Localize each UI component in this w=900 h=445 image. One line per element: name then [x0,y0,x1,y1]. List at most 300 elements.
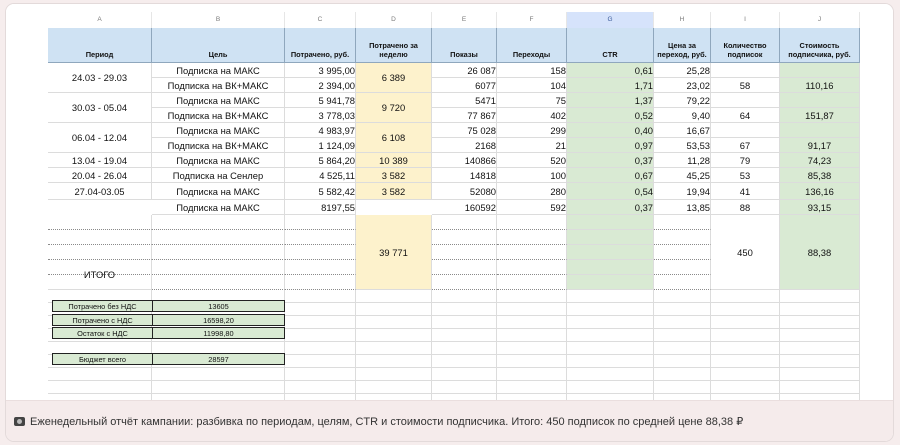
cell-text: 88,38 [807,247,832,258]
empty-cell[interactable] [711,329,780,342]
empty-cell[interactable] [654,342,711,355]
subscriber-cost-cell[interactable] [780,200,860,215]
empty-cell[interactable] [780,342,860,355]
cell-text: 45,25 [686,170,710,181]
target-cell[interactable] [152,138,285,153]
cell-text: 41 [739,186,751,197]
subscriber-cost-cell[interactable] [780,108,860,123]
cell-text: Подписка на ВК+МАКС [167,110,269,121]
cell-text: 2168 [475,140,496,151]
subscriptions-cell[interactable] [711,153,780,168]
cell-text: 280 [550,186,566,197]
empty-cell[interactable] [567,230,654,245]
cell-text: 74,23 [807,155,832,166]
cell-text: 0,67 [634,170,653,181]
empty-cell[interactable] [567,368,654,381]
period-cell[interactable] [48,168,152,183]
empty-cell[interactable] [497,260,567,275]
cell-text: 1,71 [634,80,653,91]
empty-cell[interactable] [497,215,567,230]
cell-text: 11,28 [687,155,710,166]
cell-text: 77 867 [467,110,496,121]
cell-text: 64 [739,110,751,121]
empty-cell[interactable] [48,215,152,230]
empty-cell[interactable] [780,303,860,316]
empty-cell[interactable] [780,381,860,394]
empty-cell[interactable] [567,316,654,329]
cell-text: 20.04 - 26.04 [71,170,128,181]
cell-text: 160592 [464,202,496,213]
empty-cell[interactable] [285,215,356,230]
cpc-cell[interactable] [654,138,711,153]
cell-text: 53 [739,170,751,181]
empty-cell[interactable] [152,275,285,290]
ctr-cell[interactable] [567,183,654,200]
cell-text: 75 [555,95,566,106]
cell-text: 27.04-03.05 [74,186,125,197]
summary-value[interactable]: 28597 [152,353,285,365]
empty-cell[interactable] [654,316,711,329]
subscriptions-cell[interactable] [711,108,780,123]
ctr-cell[interactable] [567,123,654,138]
cell-text: Подписка на Сенлер [172,170,264,181]
empty-cell[interactable] [285,230,356,245]
impressions-cell[interactable] [432,108,497,123]
subscriptions-cell[interactable] [711,138,780,153]
subscriber-cost-cell[interactable] [780,78,860,93]
empty-cell[interactable] [285,290,356,303]
header-subscriptions: Количество подписок [711,28,780,63]
empty-cell[interactable] [780,355,860,368]
cpc-cell[interactable] [654,123,711,138]
empty-cell[interactable] [356,316,432,329]
cell-text: 3 995,00 [318,65,355,76]
cell-text: 88 [739,202,751,213]
empty-cell[interactable] [567,303,654,316]
column-header-f[interactable]: F [497,12,567,28]
period-cell[interactable] [48,123,152,153]
ctr-cell[interactable] [567,138,654,153]
total-subscriber-cost-cell[interactable] [780,215,860,290]
summary-label[interactable]: Потрачено с НДС [52,314,153,326]
cell-text: 0,40 [634,125,653,136]
empty-cell[interactable] [48,381,152,394]
cell-text: 1,37 [634,95,653,106]
cell-text: 5 864,20 [318,155,355,166]
column-header-g[interactable]: G [567,12,654,28]
empty-cell[interactable] [711,368,780,381]
impressions-cell[interactable] [432,123,497,138]
empty-cell[interactable] [48,245,152,260]
cell-text: 402 [550,110,566,121]
cell-text: 53,53 [686,140,710,151]
empty-cell[interactable] [285,355,356,368]
weekly-spent-cell[interactable] [356,63,432,93]
clicks-cell[interactable] [497,168,567,183]
subscriber-cost-cell[interactable] [780,138,860,153]
cell-text: 25,28 [686,65,710,76]
empty-cell[interactable] [432,260,497,275]
spent-cell[interactable] [285,168,356,183]
cpc-cell[interactable] [654,183,711,200]
subscriber-cost-cell[interactable] [780,183,860,200]
clicks-cell[interactable] [497,93,567,108]
cell-text: 6077 [475,80,496,91]
cell-text: 13,85 [686,202,710,213]
empty-cell[interactable] [356,355,432,368]
cell-text: Подписка на ВК+МАКС [167,80,269,91]
empty-cell[interactable] [497,290,567,303]
ctr-cell[interactable] [567,78,654,93]
empty-cell[interactable] [285,260,356,275]
subscriber-cost-cell[interactable] [780,153,860,168]
empty-cell[interactable] [654,260,711,275]
spreadsheet [6,4,894,400]
clicks-cell[interactable] [497,78,567,93]
cell-text: 23,02 [686,80,710,91]
header-ctr: CTR [567,28,654,63]
column-header-b[interactable]: B [152,12,285,28]
clicks-cell[interactable] [497,183,567,200]
cpc-cell[interactable] [654,63,711,78]
impressions-cell[interactable] [432,153,497,168]
empty-cell[interactable] [152,260,285,275]
empty-cell[interactable] [432,290,497,303]
empty-cell[interactable] [497,316,567,329]
empty-cell[interactable] [432,316,497,329]
cpc-cell[interactable] [654,153,711,168]
column-header-d[interactable]: D [356,12,432,28]
target-cell[interactable] [152,93,285,108]
spent-cell[interactable] [285,183,356,200]
period-cell[interactable] [48,63,152,93]
empty-cell[interactable] [356,381,432,394]
empty-cell[interactable] [497,355,567,368]
cell-text: 0,61 [634,65,653,76]
empty-cell[interactable] [285,342,356,355]
empty-cell[interactable] [285,381,356,394]
target-cell[interactable] [152,153,285,168]
spent-cell[interactable] [285,123,356,138]
weekly-spent-cell[interactable] [356,153,432,168]
spent-cell[interactable] [285,63,356,78]
cell-text: 06.04 - 12.04 [71,132,128,143]
impressions-cell[interactable] [432,183,497,200]
empty-cell[interactable] [432,215,497,230]
empty-cell[interactable] [497,381,567,394]
empty-cell[interactable] [711,303,780,316]
cell-text: Подписка на МАКС [176,95,260,106]
total-weekly-spent-cell[interactable] [356,215,432,290]
empty-cell[interactable] [285,245,356,260]
empty-cell[interactable] [654,381,711,394]
spent-cell[interactable] [285,78,356,93]
empty-cell[interactable] [285,368,356,381]
clicks-cell[interactable] [497,200,567,215]
column-header-i[interactable]: I [711,12,780,28]
summary-label[interactable]: Остаток с НДС [52,327,153,339]
cell-text: 151,87 [805,110,834,121]
empty-cell[interactable] [497,275,567,290]
spent-cell[interactable] [285,200,356,215]
empty-cell[interactable] [432,329,497,342]
clicks-cell[interactable] [497,108,567,123]
cpc-cell[interactable] [654,168,711,183]
column-header-a[interactable]: A [48,12,152,28]
cell-text: 93,15 [807,202,832,213]
weekly-spent-cell[interactable] [356,93,432,123]
empty-cell[interactable] [152,381,285,394]
empty-cell[interactable] [285,329,356,342]
cell-text: 1 124,09 [318,140,355,151]
cell-text: 39 771 [379,247,408,258]
subscriber-cost-cell[interactable] [780,63,860,78]
cell-text: Подписка на МАКС [176,65,260,76]
empty-cell[interactable] [497,368,567,381]
cell-text: 5471 [475,95,496,106]
cell-text: 3 582 [381,170,406,181]
subscriptions-cell[interactable] [711,183,780,200]
cell-text: 140866 [464,155,496,166]
camera-icon [14,417,25,426]
cell-text: 136,16 [805,186,834,197]
impressions-cell[interactable] [432,168,497,183]
empty-cell[interactable] [567,215,654,230]
empty-cell[interactable] [497,329,567,342]
cell-text: 6 389 [381,72,406,83]
clicks-cell[interactable] [497,153,567,168]
empty-cell[interactable] [497,230,567,245]
header-subscriber-cost: Стоимость подписчика, руб. [780,28,860,63]
ctr-cell[interactable] [567,200,654,215]
empty-cell[interactable] [780,368,860,381]
cell-text: 19,94 [686,186,710,197]
subscriber-cost-cell[interactable] [780,93,860,108]
empty-cell[interactable] [356,303,432,316]
empty-cell[interactable] [48,230,152,245]
empty-cell[interactable] [567,342,654,355]
empty-cell[interactable] [356,329,432,342]
clicks-cell[interactable] [497,138,567,153]
period-cell[interactable] [48,183,152,200]
cell-text: Подписка на МАКС [176,125,260,136]
empty-cell[interactable] [432,368,497,381]
cell-text: 79 [739,155,751,166]
cell-text: 13.04 - 19.04 [71,155,128,166]
cell-text: 520 [550,155,566,166]
empty-cell[interactable] [497,342,567,355]
target-cell[interactable] [152,78,285,93]
empty-cell[interactable] [356,290,432,303]
cpc-cell[interactable] [654,200,711,215]
cell-text: 592 [550,202,566,213]
header-cpc: Цена за переход, руб. [654,28,711,63]
empty-cell[interactable] [654,245,711,260]
caption-text: Еженедельный отчёт кампании: разбивка по периодам, целям, CTR и стоимости подписчика. Итого: 450 подписок по средней цене 88,38 ₽ [30,416,744,428]
impressions-cell[interactable] [432,78,497,93]
weekly-spent-cell[interactable] [356,123,432,153]
empty-cell[interactable] [152,215,285,230]
column-header-c[interactable]: C [285,12,356,28]
empty-cell[interactable] [285,303,356,316]
cell-text: 26 087 [467,65,496,76]
empty-cell[interactable] [432,381,497,394]
cell-text: 75 028 [467,125,496,136]
empty-cell[interactable] [567,355,654,368]
target-cell[interactable] [152,63,285,78]
summary-label[interactable]: Потрачено без НДС [52,300,153,312]
impressions-cell[interactable] [432,93,497,108]
empty-cell[interactable] [780,329,860,342]
ctr-cell[interactable] [567,108,654,123]
period-cell[interactable] [48,93,152,123]
target-cell[interactable] [152,123,285,138]
empty-cell[interactable] [497,303,567,316]
empty-cell[interactable] [711,290,780,303]
cell-text: 0,52 [634,110,653,121]
empty-cell[interactable] [567,245,654,260]
empty-cell[interactable] [654,275,711,290]
header-impressions: Показы [432,28,497,63]
cpc-cell[interactable] [654,93,711,108]
cell-text: 58 [739,80,751,91]
empty-cell[interactable] [780,316,860,329]
summary-value[interactable]: 13605 [152,300,285,312]
empty-cell[interactable] [432,245,497,260]
cell-text: 3 582 [381,186,406,197]
spent-cell[interactable] [285,138,356,153]
cell-text: Подписка на ВК+МАКС [167,140,269,151]
weekly-spent-cell[interactable] [356,168,432,183]
column-header-e[interactable]: E [432,12,497,28]
empty-cell[interactable] [654,355,711,368]
empty-cell[interactable] [567,260,654,275]
empty-cell[interactable] [152,245,285,260]
empty-cell[interactable] [711,355,780,368]
cell-text: 5 941,78 [318,95,355,106]
cell-text: 0,54 [634,186,653,197]
subscriptions-cell[interactable] [711,78,780,93]
empty-cell[interactable] [654,368,711,381]
empty-cell[interactable] [356,368,432,381]
empty-cell[interactable] [711,316,780,329]
header-period: Период [48,28,152,63]
cell-text: 8197,55 [321,202,355,213]
subscriber-cost-cell[interactable] [780,123,860,138]
cell-text: Подписка на МАКС [176,155,260,166]
empty-cell[interactable] [152,368,285,381]
cell-text: 104 [550,80,566,91]
empty-cell[interactable] [432,303,497,316]
subscriptions-cell[interactable] [711,123,780,138]
empty-cell[interactable] [567,275,654,290]
cell-text: 67 [739,140,751,151]
cell-text: 10 389 [379,155,408,166]
cell-text: 299 [550,125,566,136]
empty-cell[interactable] [654,215,711,230]
cell-text: 4 525,11 [319,170,355,181]
total-subscriptions-cell[interactable] [711,215,780,290]
subscriptions-cell[interactable] [711,168,780,183]
column-header-j[interactable]: J [780,12,860,28]
target-cell[interactable] [152,183,285,200]
empty-cell[interactable] [432,342,497,355]
empty-cell[interactable] [780,290,860,303]
ctr-cell[interactable] [567,168,654,183]
empty-cell[interactable] [711,342,780,355]
cell-text: 79,22 [686,95,710,106]
cpc-cell[interactable] [654,78,711,93]
cell-text: Подписка на МАКС [176,186,260,197]
cell-text: 3 778,03 [318,110,355,121]
cell-text: 21 [555,140,566,151]
clicks-cell[interactable] [497,123,567,138]
summary-label[interactable]: Бюджет всего [52,353,153,365]
empty-cell[interactable] [711,381,780,394]
empty-cell[interactable] [432,230,497,245]
cell-text: 14818 [469,170,496,181]
empty-cell[interactable] [285,316,356,329]
empty-cell[interactable] [654,230,711,245]
empty-cell[interactable] [567,290,654,303]
summary-value[interactable]: 16598,20 [152,314,285,326]
ctr-cell[interactable] [567,63,654,78]
report-card [5,3,894,442]
empty-cell[interactable] [432,355,497,368]
impressions-cell[interactable] [432,200,497,215]
empty-cell[interactable] [654,290,711,303]
target-cell[interactable] [152,200,285,215]
impressions-cell[interactable] [432,138,497,153]
empty-cell[interactable] [654,303,711,316]
totals-label-cell[interactable] [48,260,152,290]
cell-text: 30.03 - 05.04 [71,102,128,113]
spent-cell[interactable] [285,108,356,123]
empty-cell[interactable] [497,245,567,260]
cpc-cell[interactable] [654,108,711,123]
cell-text: 85,38 [807,170,832,181]
ctr-cell[interactable] [567,153,654,168]
subscriptions-cell[interactable] [711,93,780,108]
empty-cell[interactable] [48,368,152,381]
empty-cell[interactable] [567,381,654,394]
subscriptions-cell[interactable] [711,63,780,78]
target-cell[interactable] [152,168,285,183]
cell-text: 24.03 - 29.03 [71,72,128,83]
empty-cell[interactable] [432,275,497,290]
header-weekly-spent: Потрачено за неделю [356,28,432,63]
empty-cell[interactable] [567,329,654,342]
spent-cell[interactable] [285,93,356,108]
subscriber-cost-cell[interactable] [780,168,860,183]
cell-text: 9 720 [381,102,406,113]
ctr-cell[interactable] [567,93,654,108]
column-header-h[interactable]: H [654,12,711,28]
spent-cell[interactable] [285,153,356,168]
empty-cell[interactable] [152,230,285,245]
target-cell[interactable] [152,108,285,123]
impressions-cell[interactable] [432,63,497,78]
weekly-spent-cell[interactable] [356,183,432,200]
summary-value[interactable]: 11998,80 [152,327,285,339]
cell-text: 4 983,97 [318,125,355,136]
subscriptions-cell[interactable] [711,200,780,215]
empty-cell[interactable] [654,329,711,342]
empty-cell[interactable] [356,342,432,355]
clicks-cell[interactable] [497,63,567,78]
period-cell[interactable] [48,153,152,168]
empty-cell[interactable] [285,275,356,290]
